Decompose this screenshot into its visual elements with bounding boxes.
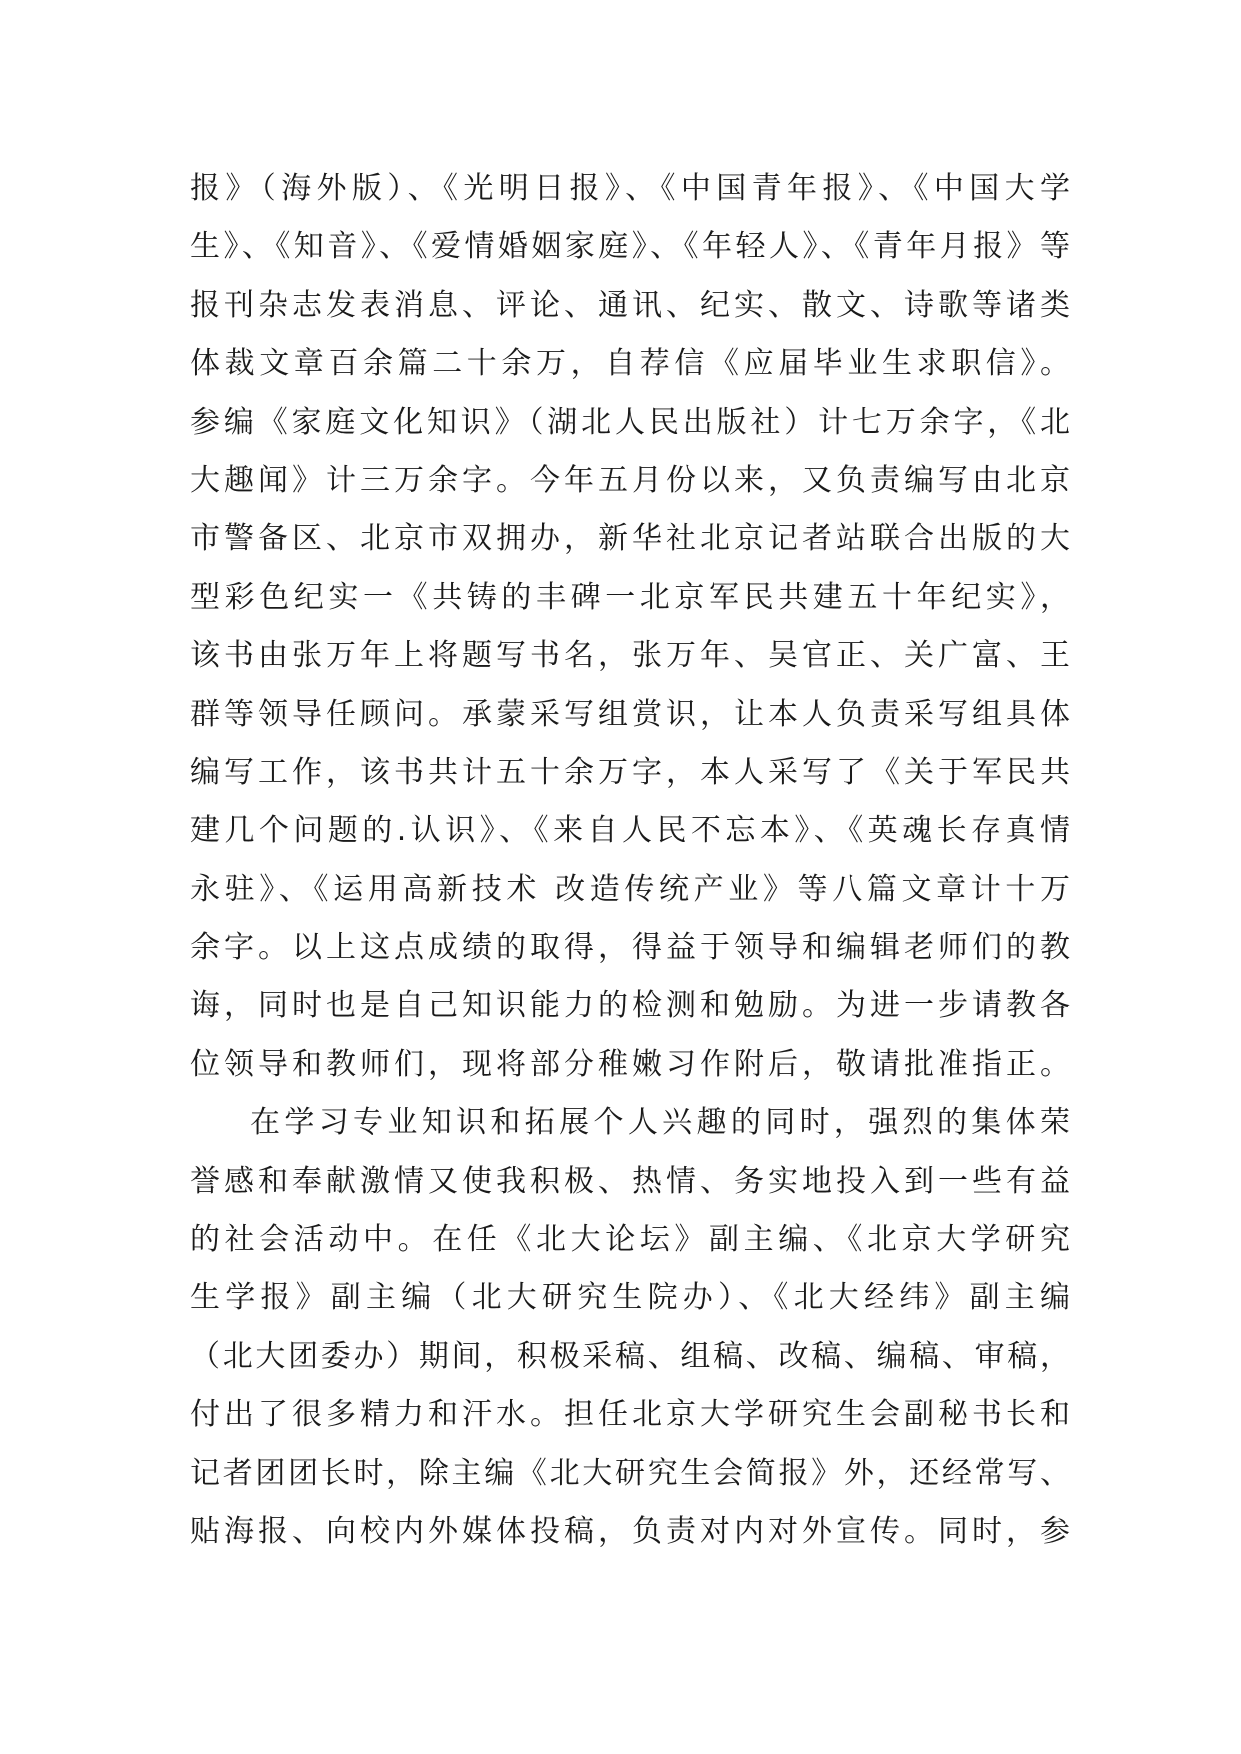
text-line: 报》（海外版）、《光明日报》、《中国青年报》、《中国大学 bbox=[190, 171, 1070, 206]
text-line: 生学报》副主编（北大研究生院办）、《北大经纬》副主编 bbox=[190, 1280, 1070, 1316]
text-line: 生》、《知音》、《爱情婚姻家庭》、《年轻人》、《青年月报》等 bbox=[190, 229, 1070, 265]
text-line: 该书由张万年上将题写书名，张万年、吴官正、关广富、王 bbox=[190, 638, 1070, 674]
text-line: 诲，同时也是自己知识能力的检测和勉励。为进一步请教各 bbox=[190, 988, 1070, 1024]
text-line: （北大团委办）期间，积极采稿、组稿、改稿、编稿、审稿， bbox=[190, 1338, 1070, 1374]
body-text bbox=[190, 160, 1070, 1561]
text-line: 建几个问题的.认识》、《来自人民不忘本》、《英魂长存真情 bbox=[190, 813, 1070, 849]
text-line: 誉感和奉献激情又使我积极、热情、务实地投入到一些有益 bbox=[190, 1163, 1070, 1199]
text-line: 大趣闻》计三万余字。今年五月份以来，又负责编写由北京 bbox=[190, 462, 1070, 498]
text-line: 记者团团长时，除主编《北大研究生会简报》外，还经常写、 bbox=[190, 1455, 1070, 1491]
paragraph-first-line: 在学习专业知识和拓展个人兴趣的同时，强烈的集体荣 bbox=[250, 1105, 1070, 1141]
text-line: 的社会活动中。在任《北大论坛》副主编、《北京大学研究 bbox=[190, 1222, 1070, 1258]
text-line: 位领导和教师们，现将部分稚嫩习作附后，敬请批准指正。 bbox=[190, 1046, 1070, 1082]
text-line: 市警备区、北京市双拥办，新华社北京记者站联合出版的大 bbox=[190, 521, 1070, 557]
text-line: 报刊杂志发表消息、评论、通讯、纪实、散文、诗歌等诸类 bbox=[190, 287, 1070, 323]
text-line: 贴海报、向校内外媒体投稿，负责对内对外宣传。同时，参 bbox=[190, 1513, 1070, 1549]
text-line: 付出了很多精力和汗水。担任北京大学研究生会副秘书长和 bbox=[190, 1397, 1070, 1433]
text-line: 型彩色纪实一《共铸的丰碑一北京军民共建五十年纪实》， bbox=[190, 579, 1070, 615]
text-line: 编写工作，该书共计五十余万字，本人采写了《关于军民共 bbox=[190, 754, 1070, 790]
text-line: 群等领导任顾问。承蒙采写组赏识，让本人负责采写组具体 bbox=[190, 696, 1070, 732]
text-line: 体裁文章百余篇二十余万，自荐信《应届毕业生求职信》。 bbox=[190, 346, 1070, 382]
text-line: 余字。以上这点成绩的取得，得益于领导和编辑老师们的教 bbox=[190, 930, 1070, 966]
text-line: 永驻》、《运用高新技术 改造传统产业》等八篇文章计十万 bbox=[190, 871, 1070, 907]
text-line: 参编《家庭文化知识》（湖北人民出版社）计七万余字，《北 bbox=[190, 404, 1070, 440]
